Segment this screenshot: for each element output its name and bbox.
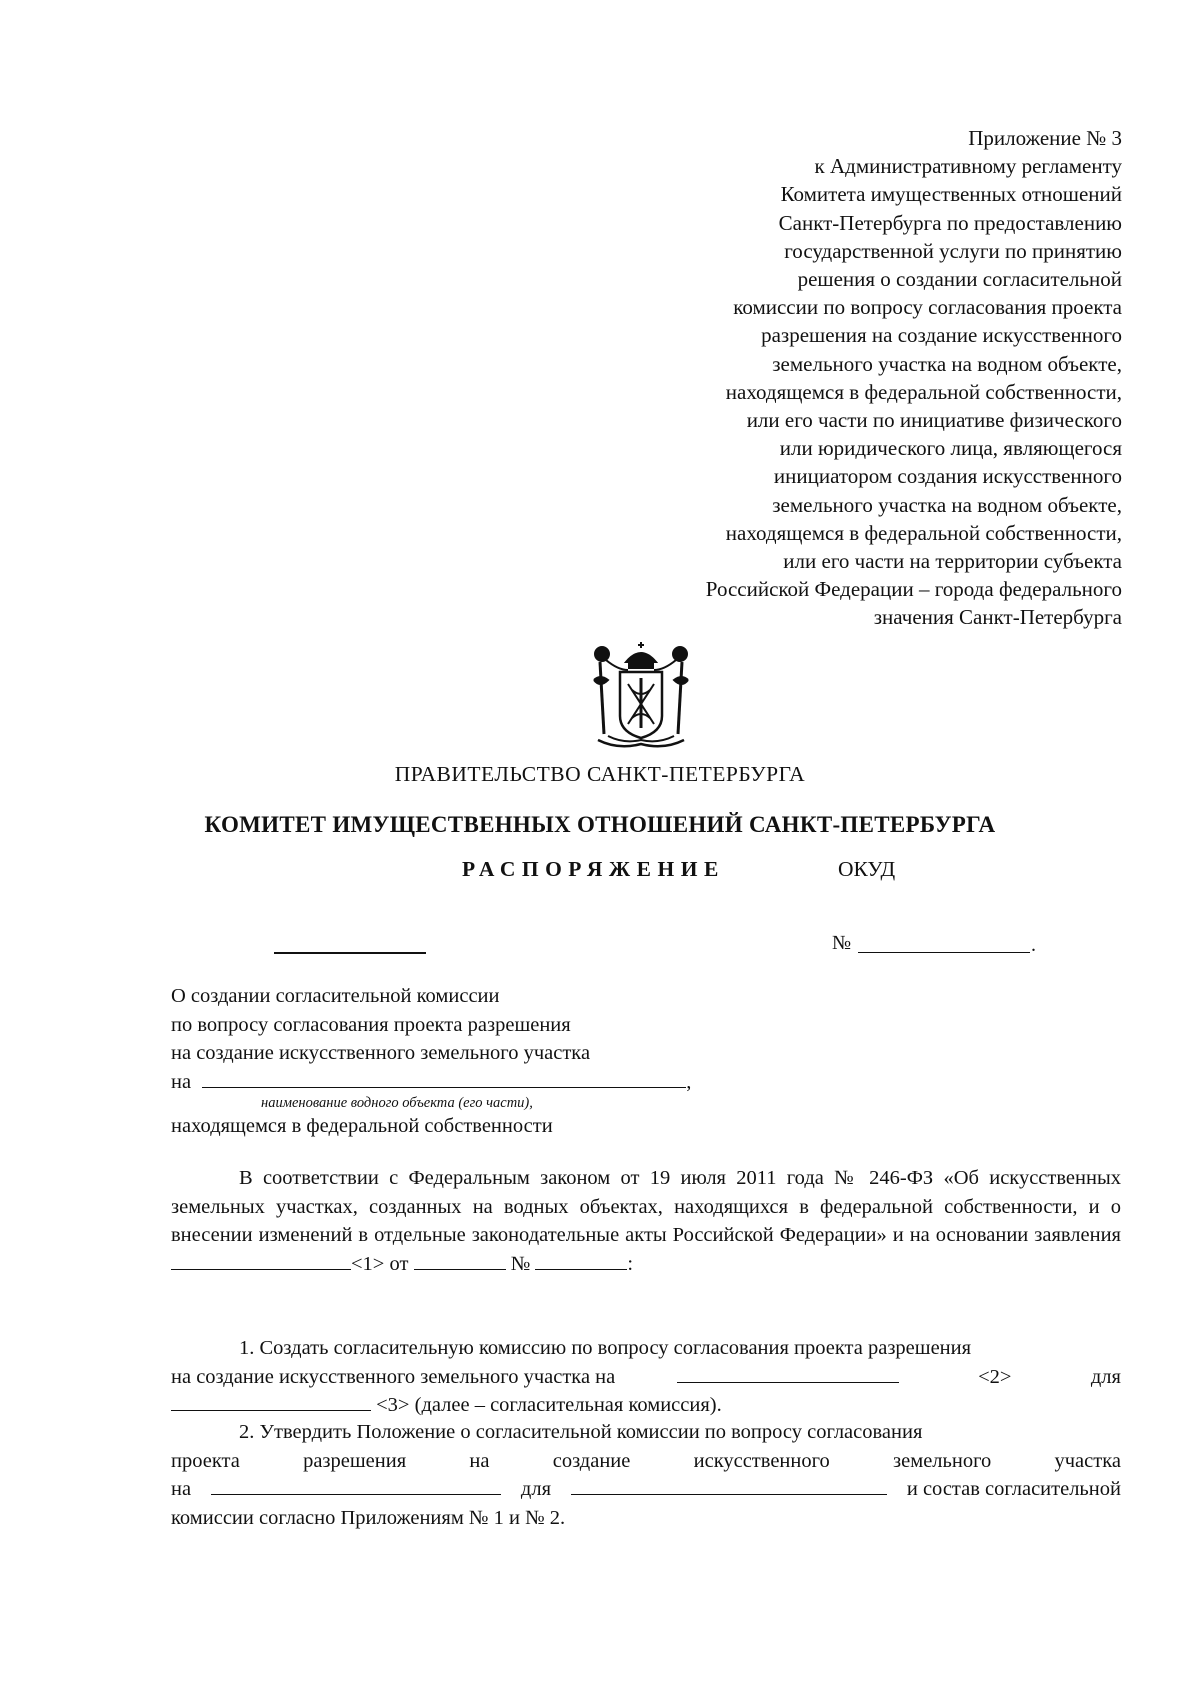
appendix-line: к Административному регламенту — [814, 154, 1122, 179]
date-blank — [414, 1251, 506, 1270]
item-2-word: на — [469, 1449, 490, 1472]
coat-of-arms-emblem — [588, 640, 694, 752]
item-2-word: участка — [1054, 1449, 1121, 1472]
appendix-line: или юридического лица, являющегося — [779, 436, 1122, 461]
appendix-line: комиссии по вопросу согласования проекта — [733, 295, 1122, 320]
government-title: ПРАВИТЕЛЬСТВО САНКТ-ПЕТЕРБУРГА — [394, 762, 806, 786]
subject-line: О создании согласительной комиссии — [171, 985, 500, 1007]
item-2-word: земельного — [893, 1449, 992, 1472]
appendix-line: Приложение № 3 — [968, 126, 1122, 150]
subject-block — [171, 982, 731, 1141]
appendix-block — [562, 124, 1122, 632]
preamble-paragraph — [171, 1164, 1121, 1278]
application-number-blank — [535, 1251, 627, 1270]
item-2-word: проекта — [171, 1449, 240, 1472]
item-1-line2 — [171, 1363, 1121, 1392]
preamble-colon: : — [627, 1252, 634, 1275]
item-2-word: искусственного — [693, 1449, 830, 1472]
appendix-line: Российской Федерации – города федерального — [705, 577, 1122, 602]
appendix-line: находящемся в федеральной собственности, — [725, 520, 1122, 545]
appendix-line: разрешения на создание искусственного — [761, 323, 1122, 348]
item-1-ref2: <2> — [978, 1365, 1012, 1388]
item-1 — [171, 1334, 1121, 1420]
appendix-line: или его части на территории субъекта — [783, 549, 1122, 574]
subject-line: по вопросу согласования проекта разрешения — [171, 1013, 571, 1036]
subject-comma: , — [686, 1070, 692, 1093]
okud-label: ОКУД — [838, 857, 896, 881]
number-blank-line — [858, 952, 1030, 953]
purpose-blank — [571, 1476, 887, 1495]
item-2-for: для — [520, 1478, 552, 1500]
preamble-ref1: <1> от — [351, 1252, 409, 1275]
item-1-line3 — [171, 1391, 1121, 1420]
item-2-word: создание — [552, 1449, 631, 1472]
appendix-line: находящемся в федеральной собственности, — [725, 379, 1122, 404]
item-2-word: разрешения — [303, 1449, 407, 1472]
item-2-line2 — [171, 1447, 1121, 1476]
item-1-prefix: на создание искусственного земельного участка на — [171, 1365, 616, 1388]
appendix-line: земельного участка на водном объекте, — [772, 351, 1122, 376]
committee-title: КОМИТЕТ ИМУЩЕСТВЕННЫХ ОТНОШЕНИЙ САНКТ-ПЕТЕРБУРГА — [204, 812, 996, 837]
preamble-text: В соответствии с Федеральным законом от 19 июля 2011 года № 246-ФЗ «Об искусственных земельных участках, созданных на водных объектах, находящихся в федеральной собственности, и о внесении изменений в отдельные законодательные акты Российской Федерации» и на основании заявления — [171, 1167, 1121, 1246]
order-row — [0, 857, 1200, 889]
water-object-blank — [202, 1069, 686, 1088]
item-1-for: для — [1090, 1365, 1121, 1388]
item-2-line1: 2. Утвердить Положение о согласительной комиссии по вопросу согласования — [239, 1421, 923, 1443]
water-object-caption: наименование водного объекта (его части), — [261, 1095, 533, 1111]
number-dot: . — [1031, 934, 1036, 956]
item-2-line4: комиссии согласно Приложениям № 1 и № 2. — [171, 1506, 566, 1529]
subject-line: находящемся в федеральной собственности — [171, 1115, 553, 1137]
appendix-line: значения Санкт-Петербурга — [873, 605, 1122, 630]
item-1-line1: 1. Создать согласительную комиссию по вопросу согласования проекта разрешения — [239, 1337, 972, 1359]
appendix-line: инициатором создания искусственного — [773, 464, 1122, 489]
item-2-prefix: на — [171, 1478, 192, 1500]
date-blank-line — [274, 952, 426, 954]
appendix-line: государственной услуги по принятию — [784, 238, 1122, 263]
preamble-number-sign: № — [510, 1252, 531, 1275]
appendix-line: решения о создании согласительной — [797, 267, 1122, 292]
appendix-line: или его части по инициативе физического — [746, 408, 1122, 433]
item-2 — [171, 1418, 1121, 1532]
application-blank — [171, 1251, 351, 1270]
subject-prefix: на — [171, 1070, 192, 1093]
subject-line-water-object — [171, 1068, 731, 1097]
item-2-line3 — [171, 1475, 1121, 1504]
appendix-line: Санкт-Петербурга по предоставлению — [778, 210, 1122, 235]
appendix-line: Комитета имущественных отношений — [780, 182, 1122, 207]
item-1-suffix: <3> (далее – согласительная комиссия). — [376, 1394, 722, 1416]
appendix-line: земельного участка на водном объекте, — [772, 492, 1122, 517]
number-sign: № — [832, 932, 852, 954]
order-title: РАСПОРЯЖЕНИЕ — [462, 857, 725, 881]
water-object-blank — [677, 1364, 899, 1383]
item-2-suffix: и состав согласительной — [906, 1478, 1121, 1500]
water-object-blank — [211, 1476, 501, 1495]
purpose-blank — [171, 1392, 371, 1411]
subject-line: на создание искусственного земельного участка — [171, 1042, 591, 1064]
